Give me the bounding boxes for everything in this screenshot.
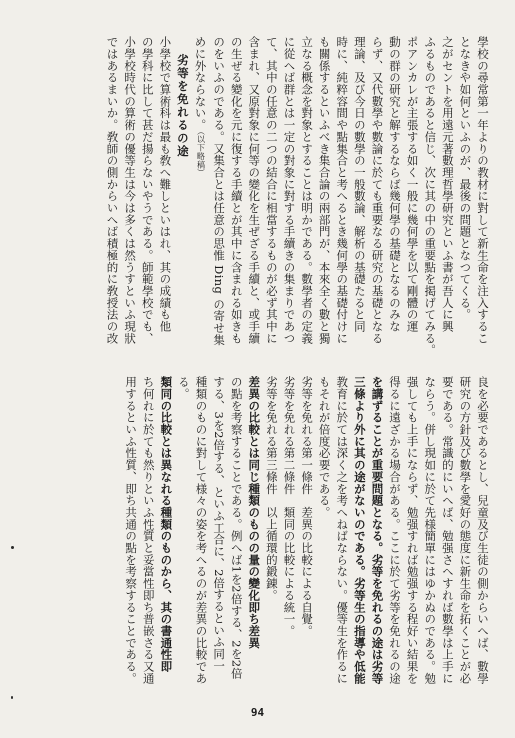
omission-note: （以下略稿） [196, 130, 206, 177]
text-line: もそれが倍度必要である。 [317, 376, 332, 519]
text-line: ち何れに於ても然りといふ性質と妥當性即ち普嵌さる又通 [141, 376, 156, 685]
text-line: 强しても上手にならず、勉强すれば勉强する程好い結果を [405, 376, 420, 685]
ink-speck [11, 546, 14, 549]
text-line: の學科に比して甚だ揚らないやうである。師範學校でも、 [140, 36, 155, 345]
text-line: 立なる概念を對象とすることは明かである。數學者の定義 [300, 36, 315, 345]
text-line: のをいふのである。又集合とは任意の思惟 Ding の寄せ集 [212, 36, 227, 346]
text-line: 要である。常識的にいへば、勉强さへすれば數學は上手に [440, 376, 455, 685]
text-line: する、3を2倍する、といふ工合に、2倍するといふ同一 [212, 376, 227, 672]
bottom-text-block [41, 376, 491, 688]
text-line: 類同の比較とは異なれる種類のものから、其の書通性即 [159, 376, 174, 673]
text-line: 理論、及び今日の數學の一般數論、解析の基礎たると同 [352, 36, 367, 333]
text-line: 種類のものに對して様々の姿を考へるのが差異の比較であ [194, 376, 209, 685]
text-line: 之がセントを用遠元著數理哲學研究といふ書が吾人に興 [440, 36, 455, 333]
text-line: の點を考察することである。例へば1を2倍する、2を2倍 [229, 376, 244, 680]
text-line: らず、又代數學や數論に於ても重要なる研究の基礎となる [370, 36, 385, 345]
text-line: 劣等を免れる第二條件 類同の比較による統一。 [282, 376, 297, 637]
ink-speck [11, 696, 13, 699]
top-text-block [41, 36, 491, 358]
text-line: となきや如何といふのが、最後の問題となつてくる。 [458, 36, 473, 321]
text-line: ふるものであると信じ、次に其の中の重要點を掲げてみる。 [423, 36, 438, 356]
text-line: 劣等を免れる第一條件 差異の比較による自覺。 [300, 376, 315, 637]
text-line: 小學校時代の算術の優等生は今は多くは然うすといふ現狀 [123, 36, 138, 345]
text-line: の生ぜる變化を元に復する手續とが其中に含まれる如きも [229, 36, 244, 345]
text-line: 學校の尋常第一年よりの教材に對して新生命を注入するこ [476, 36, 490, 345]
text-line: 得るに遠ざかる場合がある。ここに於て劣等を免れるの途 [388, 376, 403, 685]
text-line: 用するといふ性質、即ち共通の點を考察することである。 [124, 376, 139, 685]
text-line [191, 36, 210, 358]
page-number: 94 [250, 706, 265, 719]
text-line: ポアンカレが主張する如く一般に幾何學を以て剛體の運 [405, 36, 420, 333]
text-line-end: めに外ならない。 [193, 36, 208, 131]
text-line: 研究の方針及び數學を愛好の態度に新生命を拓くことが必 [458, 376, 473, 685]
text-line: 三條より外に其の途がないのである。劣等生の指導や低能 [352, 376, 367, 685]
text-line: 良を必要であるとし、兒童及び生徒の側からいへば、數學 [476, 376, 490, 685]
section-heading: 劣等を免れるの途 [175, 54, 190, 158]
text-line: ではあるまいか。敎師の側からいへば積極的に敎授法の改 [105, 36, 120, 345]
text-line: 差異の比較とは同じ種類のものの量の變化即ち差異 [247, 376, 262, 649]
text-line: に從へば群とは一定の對象に對する手續きの集まりであつ [282, 36, 297, 345]
text-line: る。 [176, 376, 191, 400]
text-line: 小學校で算術科は最も敎へ難しといはれ、其の成績も他 [158, 36, 173, 333]
text-line: 教育に於ては深く之を考へねばならない。優等生を作るに [335, 376, 350, 685]
text-line: を講ずることが重要問題となる。劣等を免れるの途は劣等 [370, 376, 385, 685]
text-line: も關係するといふべき集合論の兩部門が、本來全く數と獨 [317, 36, 332, 345]
text-line: ならう。併し現如に於て先様簡單にはゆかぬのである。勉 [423, 376, 438, 685]
text-line: 劣等を免れる第三條件 以上循環的鍛錬。 [264, 376, 279, 602]
text-line: 時に、純粹容間や點集合と考へるとき幾何學の基礎付けに [335, 36, 350, 345]
text-line: 含まれ、又原對象に何等の變化を生ぜざる手續と、或手續 [247, 36, 262, 345]
text-line: て、其中の任意の二つの結合に相當するものが必ず其中に [264, 36, 279, 345]
text-line: 動の群の研究と解するならば幾何學の基礎となるのみな [388, 36, 403, 333]
